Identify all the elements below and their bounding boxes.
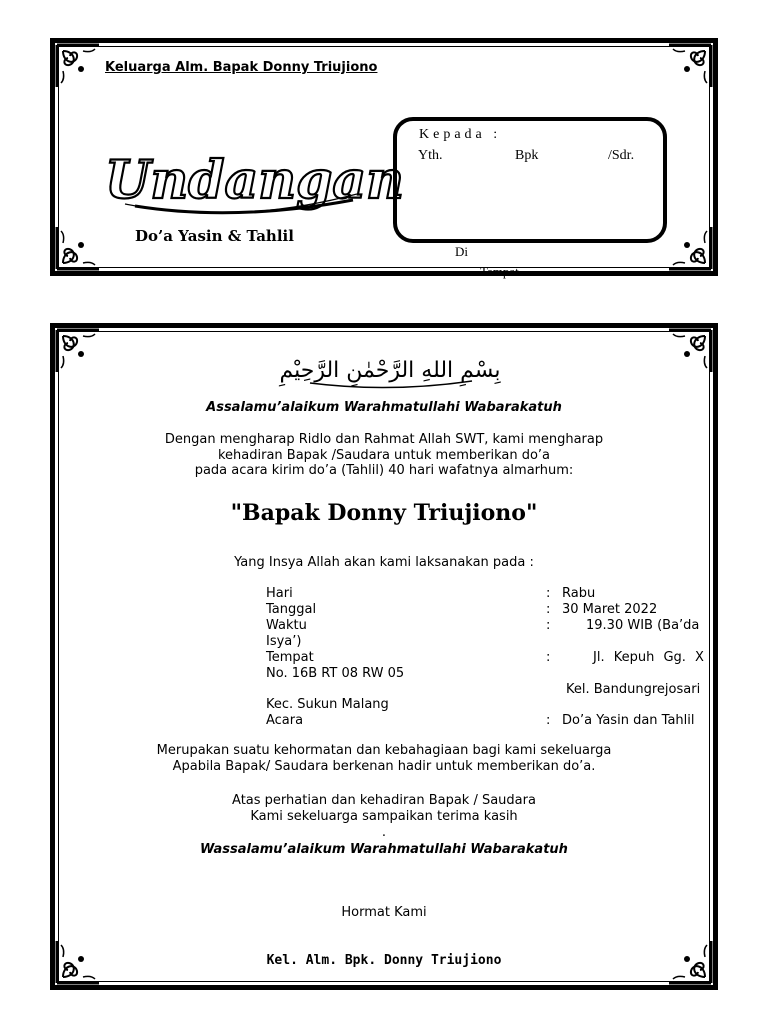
envelope-family-header: Keluarga Alm. Bapak Donny Triujiono — [105, 60, 378, 75]
detail-label-tempat: Tempat — [266, 650, 314, 665]
thanks-line: Kami sekeluarga sampaikan terima kasih — [250, 809, 518, 824]
detail-value-tempat: Jl. Kepuh Gg. X — [593, 650, 704, 665]
svg-text:Undangan: Undangan — [105, 150, 404, 211]
detail-colon: : — [546, 586, 551, 601]
thanks-dot: . — [381, 825, 387, 840]
closing-line: Apabila Bapak/ Saudara berkenan hadir untuk memberikan do’a. — [172, 759, 596, 774]
detail-colon: : — [546, 602, 551, 617]
detail-label-tanggal: Tanggal — [266, 602, 317, 617]
basmala-calligraphy — [279, 335, 501, 395]
hormat-kami: Hormat Kami — [341, 905, 427, 920]
corner-ornament-icon — [55, 328, 101, 374]
corner-ornament-icon — [667, 43, 713, 89]
corner-ornament-icon — [667, 225, 713, 271]
detail-label-hari: Hari — [266, 586, 293, 601]
address-kepada: Kepada : — [419, 127, 502, 142]
detail-value-tempat-line4: Kec. Sukun Malang — [266, 697, 389, 712]
detail-label-acara: Acara — [266, 713, 304, 728]
closing-line: Merupakan suatu kehormatan dan kebahagiaan bagi kami sekeluarga — [156, 743, 612, 758]
envelope-subtitle: Do’a Yasin & Tahlil — [135, 227, 294, 245]
thanks-paragraph — [50, 793, 718, 841]
svg-text:بِسْمِ اللهِ الرَّحْمٰنِ الرَّ: بِسْمِ اللهِ الرَّحْمٰنِ الرَّحِيْمِ — [279, 358, 501, 383]
schedule-intro: Yang Insya Allah akan kami laksanakan pada : — [234, 555, 534, 570]
detail-colon: : — [546, 618, 551, 633]
detail-value-tempat-line3: Kel. Bandungrejosari — [566, 682, 701, 697]
intro-paragraph — [50, 432, 718, 479]
address-di: Di — [455, 244, 468, 259]
detail-value-waktu-cont: Isya’) — [266, 634, 302, 649]
closing-paragraph — [50, 743, 718, 775]
detail-value-acara: Do’a Yasin dan Tahlil — [562, 713, 695, 728]
corner-ornament-icon — [55, 43, 101, 89]
detail-label-waktu: Waktu — [266, 618, 307, 633]
detail-value-waktu: 19.30 WIB (Ba’da — [586, 618, 700, 633]
detail-value-tanggal: 30 Maret 2022 — [562, 602, 658, 617]
address-yth: Yth. — [418, 148, 443, 163]
detail-colon: : — [546, 650, 551, 665]
detail-colon: : — [546, 713, 551, 728]
detail-value-tempat-line2: No. 16B RT 08 RW 05 — [266, 666, 405, 681]
corner-ornament-icon — [55, 225, 101, 271]
undangan-title — [95, 140, 404, 225]
address-tempat: Tempat. — [480, 264, 523, 279]
intro-line: Dengan mengharap Ridlo dan Rahmat Allah SWT, kami mengharap — [164, 432, 604, 447]
intro-line: kehadiran Bapak /Saudara untuk memberikan do’a — [217, 447, 551, 463]
wassalam-greeting: Wassalamu’alaikum Warahmatullahi Wabarakatuh — [200, 842, 568, 857]
thanks-line: Atas perhatian dan kehadiran Bapak / Saudara — [232, 793, 536, 808]
detail-value-hari: Rabu — [562, 586, 596, 601]
salam-greeting: Assalamu’alaikum Warahmatullahi Wabarakatuh — [206, 400, 562, 415]
corner-ornament-icon — [667, 328, 713, 374]
family-signature: Kel. Alm. Bpk. Donny Triujiono — [266, 953, 502, 968]
address-bpk: Bpk — [515, 148, 539, 163]
intro-line: pada acara kirim do’a (Tahlil) 40 hari wafatnya almarhum: — [194, 463, 574, 478]
deceased-name: "Bapak Donny Triujiono" — [230, 500, 538, 526]
address-sdr: /Sdr. — [608, 148, 635, 163]
